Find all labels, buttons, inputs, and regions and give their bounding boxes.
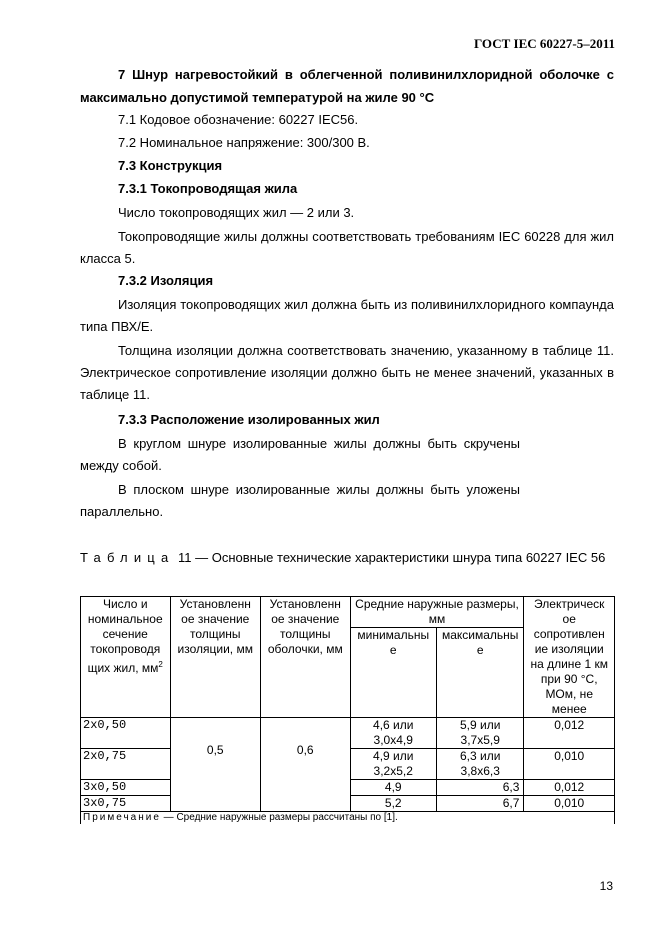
paragraph-insulation-thickness: Толщина изоляции должна соответствовать значению, указанному в таблице 11. Электрическое сопротивление изоляции должно быть не менее значений, указанных в таблице 11. — [80, 343, 614, 402]
cell-sheath-value: 0,6 — [261, 718, 351, 812]
heading-7-3-2: 7.3.2 Изоляция — [118, 273, 214, 288]
header-cores: Число и номинальное сечение токопроводя щих жил, $мм^2$ — [81, 597, 171, 718]
cell-resistance: 0,012 — [524, 718, 615, 749]
table-row — [81, 718, 615, 749]
section-7-title: 7 Шнур нагревостойкий в облегченной поливинилхлоридной оболочке с максимально допустимой температурой на жиле 90 °С — [80, 67, 614, 105]
page-number: 13 — [599, 879, 613, 893]
header-sheath-thickness: Установленн ое значение толщины оболочки, мм — [261, 597, 351, 718]
paragraph-insulation-material: Изоляция токопроводящих жил должна быть из поливинилхлоридного компаунда типа ПВХ/Е. — [80, 297, 614, 334]
cell-min-dimension: 5,2 — [350, 796, 436, 812]
cell-insulation-value: 0,5 — [170, 718, 261, 812]
clause-7-1: 7.1 Кодовое обозначение: 60227 IEC56. — [118, 112, 359, 127]
table-header-row — [81, 597, 615, 628]
cell-max-dimension: 6,3 или 3,8x6,3 — [436, 749, 523, 780]
header-minimum: минимальны е — [350, 628, 436, 718]
paragraph-conductor-count: Число токопроводящих жил — 2 или 3. — [118, 205, 355, 220]
document-header: ГОСТ IEC 60227-5–2011 — [473, 36, 615, 51]
cell-cores: 2x0,50 — [81, 718, 171, 749]
paragraph-flat-cord-line1: В плоском шнуре изолированные жилы должны быть уложены — [118, 482, 520, 497]
paragraph-conductor-requirements: Токопроводящие жилы должны соответствовать требованиям IEC 60228 для жил класса 5. — [80, 229, 614, 266]
table-note — [81, 812, 615, 825]
heading-7-3-3: 7.3.3 Расположение изолированных жил — [118, 412, 380, 427]
table-caption-label: Таблица — [80, 550, 175, 565]
cell-min-dimension: 4,9 или 3,2x5,2 — [350, 749, 436, 780]
header-average-dimensions: Средние наружные размеры, мм — [350, 597, 524, 628]
cell-max-dimension: 6,7 — [436, 796, 523, 812]
characteristics-table — [80, 596, 615, 824]
cell-max-dimension: 6,3 — [436, 780, 523, 796]
cell-cores: 3x0,50 — [81, 780, 171, 796]
header-insulation-thickness: Установленн ое значение толщины изоляции, мм — [170, 597, 261, 718]
cell-cores: 2x0,75 — [81, 749, 171, 780]
paragraph-round-cord-line1: В круглом шнуре изолированные жилы должны быть скручены — [118, 436, 520, 451]
table-caption-text: 11 — Основные технические характеристики шнура типа 60227 IEC 56 — [178, 550, 606, 565]
heading-7-3: 7.3 Конструкция — [118, 158, 223, 173]
note-text: — Средние наружные размеры рассчитаны по [1]. — [160, 812, 398, 823]
cell-max-dimension: 5,9 или 3,7x5,9 — [436, 718, 523, 749]
table-caption — [80, 547, 614, 569]
cell-cores: 3x0,75 — [81, 796, 171, 812]
note-label: Примечание — [83, 812, 161, 823]
cell-min-dimension: 4,9 — [350, 780, 436, 796]
paragraph-flat-cord-line2: параллельно. — [80, 504, 164, 519]
cell-resistance: 0,012 — [524, 780, 615, 796]
heading-7-3-1: 7.3.1 Токопроводящая жила — [118, 181, 298, 196]
header-maximum: максимальны е — [436, 628, 523, 718]
clause-7-2: 7.2 Номинальное напряжение: 300/300 В. — [118, 135, 370, 150]
cell-resistance: 0,010 — [524, 749, 615, 780]
paragraph-round-cord-line2: между собой. — [80, 458, 162, 473]
header-insulation-resistance: Электрическ ое сопротивлен ие изоляции на длине 1 км при 90 °С, МОм, не менее — [524, 597, 615, 718]
cell-min-dimension: 4,6 или 3,0x4,9 — [350, 718, 436, 749]
table-note-row — [81, 812, 615, 825]
cell-resistance: 0,010 — [524, 796, 615, 812]
